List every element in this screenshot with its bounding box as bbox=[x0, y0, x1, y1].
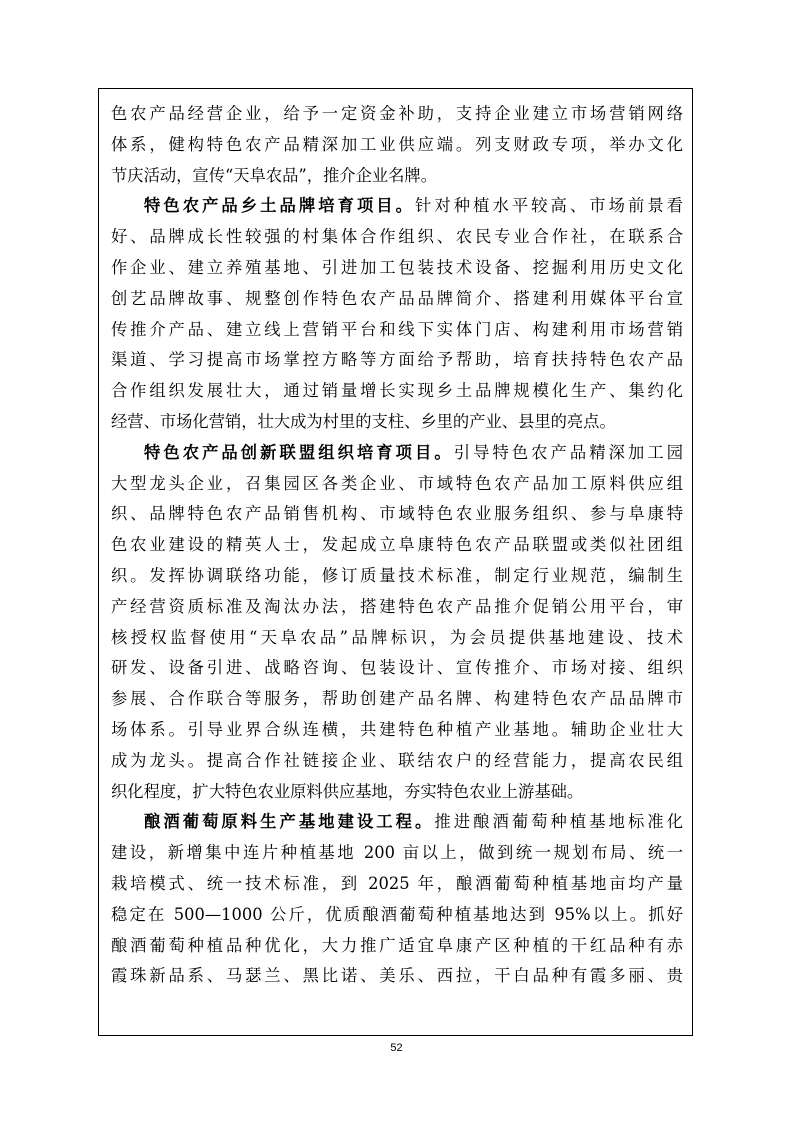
document-body bbox=[111, 99, 683, 992]
section-heading: 特色农产品乡土品牌培育项目。 bbox=[144, 196, 416, 216]
text-line bbox=[111, 530, 683, 561]
text-line bbox=[111, 469, 683, 500]
paragraph bbox=[111, 807, 683, 992]
text-line bbox=[111, 191, 683, 222]
text-line bbox=[111, 653, 683, 684]
body-text: 传推介产品、建立线上营销平台和线下实体门店、构建利用市场营销 bbox=[111, 319, 683, 339]
body-text: 大型龙头企业，召集园区各类企业、市域特色农产品加工原料供应组 bbox=[111, 473, 683, 493]
text-line bbox=[111, 345, 683, 376]
text-line bbox=[111, 807, 683, 838]
body-text: 合作组织发展壮大，通过销量增长实现乡土品牌规模化生产、集约化 bbox=[111, 381, 683, 401]
text-line bbox=[111, 407, 683, 438]
body-text: 核授权监督使用“天阜农品”品牌标识，为会员提供基地建设、技术 bbox=[111, 627, 683, 647]
body-text: 织、品牌特色农产品销售机构、市域特色农业服务组织、参与阜康特 bbox=[111, 504, 683, 524]
body-text: 霞珠新品系、马瑟兰、黑比诺、美乐、西拉，干白品种有霞多丽、贵 bbox=[111, 966, 683, 986]
body-text: 研发、设备引进、战略咨询、包装设计、宣传推介、市场对接、组织 bbox=[111, 658, 683, 678]
body-text: 场体系。引导业界合纵连横，共建特色种植产业基地。辅助企业壮大 bbox=[111, 719, 683, 739]
text-line bbox=[111, 284, 683, 315]
body-text: 色农产品经营企业，给予一定资金补助，支持企业建立市场营销网络 bbox=[111, 104, 683, 123]
document-frame bbox=[98, 88, 693, 1036]
page-number: 52 bbox=[390, 1042, 403, 1054]
paragraph bbox=[111, 99, 683, 191]
section-heading: 酿酒葡萄原料生产基地建设工程。 bbox=[144, 812, 435, 832]
body-text: 产经营资质标准及淘汰办法，搭建特色农产品推介促销公用平台，审 bbox=[111, 596, 683, 616]
body-text: 推进酿酒葡萄种植基地标准化 bbox=[434, 812, 683, 832]
body-text: 织化程度，扩大特色农业原料供应基地，夯实特色农业上游基础。 bbox=[111, 781, 584, 801]
body-text: 引导特色农产品精深加工园 bbox=[453, 442, 683, 462]
text-line bbox=[111, 499, 683, 530]
body-text: 经营、市场化营销，壮大成为村里的支柱、乡里的产业、县里的亮点。 bbox=[111, 411, 616, 431]
text-line bbox=[111, 684, 683, 715]
body-text: 酿酒葡萄种植品种优化，大力推广适宜阜康产区种植的干红品种有赤 bbox=[111, 935, 683, 955]
body-text: 色农业建设的精英人士，发起成立阜康特色农产品联盟或类似社团组 bbox=[111, 535, 683, 555]
body-text: 成为龙头。提高合作社链接企业、联结农户的经营能力，提高农民组 bbox=[111, 750, 683, 770]
body-text: 作企业、建立养殖基地、引进加工包装技术设备、挖掘利用历史文化 bbox=[111, 257, 683, 277]
text-line bbox=[111, 900, 683, 931]
text-line bbox=[111, 222, 683, 253]
text-line bbox=[111, 777, 683, 808]
text-line bbox=[111, 130, 683, 161]
text-line bbox=[111, 715, 683, 746]
text-line bbox=[111, 746, 683, 777]
text-line bbox=[111, 161, 683, 192]
body-text: 参展、合作联合等服务，帮助创建产品名牌、构建特色农产品品牌市 bbox=[111, 689, 683, 709]
body-text: 针对种植水平较高、市场前景看 bbox=[415, 196, 683, 216]
body-text: 体系，健构特色农产品精深加工业供应端。列支财政专项，举办文化 bbox=[111, 134, 683, 154]
text-line bbox=[111, 99, 683, 130]
text-line bbox=[111, 561, 683, 592]
body-text: 稳定在 500—1000 公斤，优质酿酒葡萄种植基地达到 95%以上。抓好 bbox=[111, 904, 683, 924]
section-heading: 特色农产品创新联盟组织培育项目。 bbox=[144, 442, 454, 462]
text-line bbox=[111, 623, 683, 654]
text-line bbox=[111, 253, 683, 284]
text-line bbox=[111, 376, 683, 407]
text-line bbox=[111, 315, 683, 346]
body-text: 建设，新增集中连片种植基地 200 亩以上，做到统一规划布局、统一 bbox=[111, 843, 683, 863]
text-line bbox=[111, 838, 683, 869]
text-line bbox=[111, 438, 683, 469]
text-line bbox=[111, 931, 683, 962]
body-text: 节庆活动，宣传“天阜农品”，推介企业名牌。 bbox=[111, 165, 437, 185]
body-text: 栽培模式、统一技术标准，到 2025 年，酿酒葡萄种植基地亩均产量 bbox=[111, 873, 683, 893]
text-line bbox=[111, 869, 683, 900]
body-text: 渠道、学习提高市场掌控方略等方面给予帮助，培育扶持特色农产品 bbox=[111, 350, 683, 370]
body-text: 创艺品牌故事、规整创作特色农产品品牌简介、搭建利用媒体平台宣 bbox=[111, 288, 683, 308]
text-line bbox=[111, 961, 683, 992]
paragraph bbox=[111, 191, 683, 437]
body-text: 好、品牌成长性较强的村集体合作组织、农民专业合作社，在联系合 bbox=[111, 227, 683, 247]
paragraph bbox=[111, 438, 683, 808]
body-text: 织。发挥协调联络功能，修订质量技术标准，制定行业规范，编制生 bbox=[111, 565, 683, 585]
text-line bbox=[111, 592, 683, 623]
